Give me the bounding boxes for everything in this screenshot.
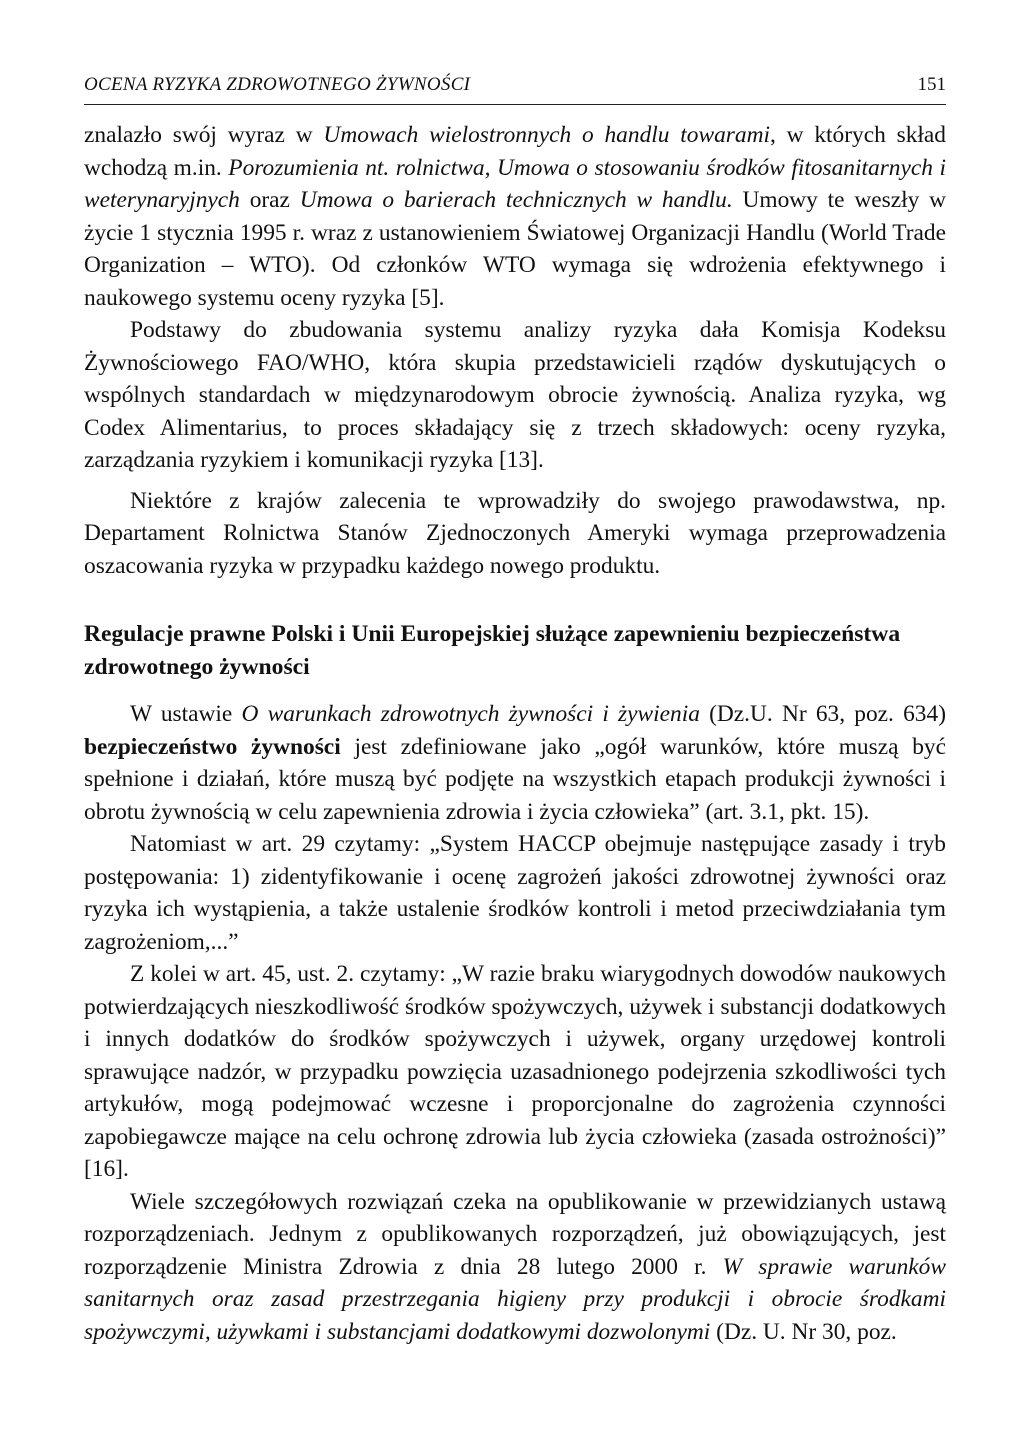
- paragraph-regulations: [84, 1186, 946, 1349]
- paragraph-wto: [84, 119, 946, 314]
- running-header: [84, 70, 946, 105]
- bold-term: bezpieczeństwo żywności: [84, 733, 341, 760]
- section-heading: Regulacje prawne Polski i Unii Europejskiej służące zapewnieniu bezpieczeństwa zdrowotnego żywności: [84, 621, 901, 680]
- italic-title: Porozumienia nt. rolnictwa, Umowa o stosowaniu środków fitosanitarnych i weterynaryjnych: [84, 154, 946, 213]
- italic-title: Umowa o barierach technicznych w handlu.: [299, 187, 733, 213]
- body-text: [84, 119, 946, 1348]
- paragraph-usda: Niektóre z krajów zalecenia te wprowadziły do swojego prawodawstwa, np. Departament Rolnictwa Stanów Zjednoczonych Ameryki wymaga przeprowadzenia oszacowania ryzyka w przypadku każdego nowego produktu.: [84, 487, 946, 579]
- running-title: OCENA RYZYKA ZDROWOTNEGO ŻYWNOŚCI: [84, 74, 471, 95]
- text-run: Wiele szczegółowych rozwiązań czeka na opublikowanie w przewidzianych ustawą rozporządzeniach. Jednym z opublikowanych rozporządzeń, już obowiązujących, jest rozporządzenie Ministra Zdrowia z dnia 28 lutego 2000 r.: [84, 1188, 946, 1280]
- italic-title: O warunkach zdrowotnych żywności i żywienia: [241, 701, 700, 727]
- text-run: W ustawie: [130, 701, 242, 727]
- text-run: oraz: [239, 187, 300, 213]
- text-run: , w których skład wchodzą m.in.: [84, 122, 946, 181]
- text-run: znalazło swój wyraz w: [84, 122, 324, 148]
- section-body: [84, 698, 946, 1348]
- paragraph-haccp: Natomiast w art. 29 czytamy: „System HACCP obejmuje następujące zasady i tryb postępowania: 1) zidentyfikowanie i ocenę zagrożeń jakości zdrowotnej żywności oraz ryzyka ich wystąpienia, a także ustalenie środków kontroli i metod przeciwdziałania tym zagrożeniom,...”: [84, 831, 946, 955]
- italic-title: Umowach wielostronnych o handlu towarami: [323, 122, 770, 148]
- text-run: jest zdefiniowane jako „ogół warunków, które muszą być spełnione i działań, które muszą być podjęte na wszystkich etapach produkcji żywności i obrotu żywnością w celu zapewnienia zdrowia i życia człowieka” (art. 3.1, pkt. 15).: [84, 733, 946, 825]
- italic-title: W sprawie warunków sanitarnych oraz zasad przestrzegania higieny przy produkcji i obrocie środkami spożywczymi, używkami i substancjami dodatkowymi dozwolonymi: [84, 1253, 946, 1345]
- text-run: (Dz. U. Nr 30, poz.: [710, 1318, 897, 1345]
- document-page: [84, 70, 946, 1348]
- text-run: (Dz.U. Nr 63, poz. 634): [699, 701, 946, 727]
- text-run: Umowy te weszły w życie 1 stycznia 1995 r. wraz z ustanowieniem Światowej Organizacji Handlu (World Trade Organization – WTO). Od członków WTO wymaga się wdrożenia efektywnego i naukowego systemu oceny ryzyka [5].: [84, 187, 946, 311]
- paragraph-ustawa: [84, 698, 946, 828]
- paragraph-codex: Podstawy do zbudowania systemu analizy ryzyka dała Komisja Kodeksu Żywnościowego FAO/WHO, która skupia przedstawicieli rządów dyskutujących o wspólnych standardach w międzynarodowym obrocie żywnością. Analiza ryzyka, wg Codex Alimentarius, to proces składający się z trzech składowych: oceny ryzyka, zarządzania ryzykiem i komunikacji ryzyka [13].: [84, 317, 946, 473]
- paragraph-precaution: Z kolei w art. 45, ust. 2. czytamy: „W razie braku wiarygodnych dowodów naukowych potwierdzających nieszkodliwość środków spożywczych, używek i substancji dodatkowych i innych dodatków do środków spożywczych i używek, organy urzędowej kontroli sprawujące nadzór, w przypadku powzięcia uzasadnionego podejrzenia szkodliwości tych artykułów, mogą podejmować wczesne i proporcjonalne do zagrożenia czynności zapobiegawcze mające na celu ochronę zdrowia lub życia człowieka (zasada ostrożności)” [16].: [84, 961, 946, 1182]
- page-number: 151: [917, 74, 946, 95]
